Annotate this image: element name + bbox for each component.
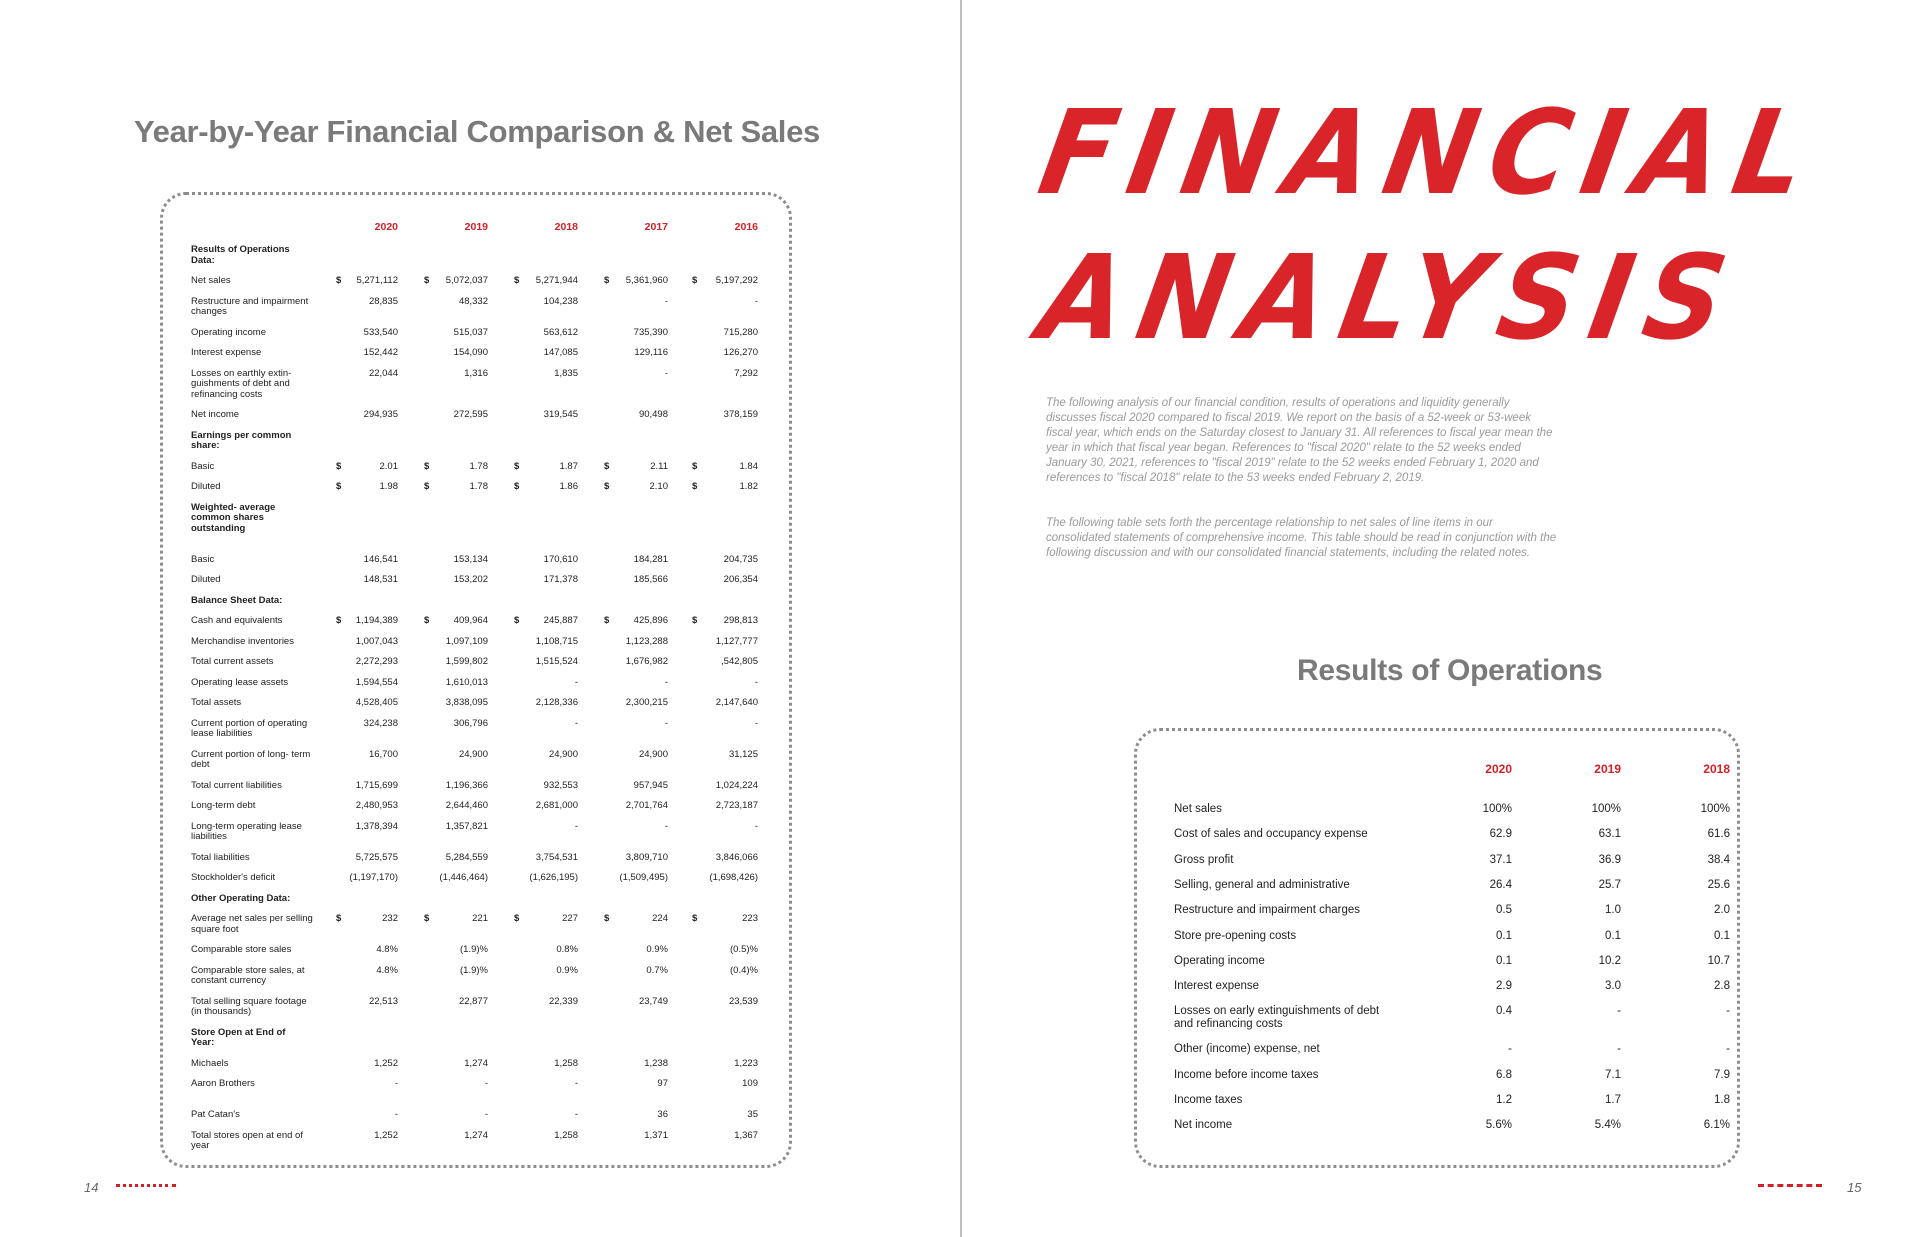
table-cell: 36: [657, 1109, 668, 1120]
dollar-sign: $: [514, 481, 520, 492]
table-cell: 2,480,953: [355, 800, 398, 811]
dollar-sign: $: [604, 460, 610, 472]
year-header: 2017: [644, 221, 668, 233]
row-label: Restructure and impairment charges: [1174, 904, 1360, 917]
table-cell: 1,223: [734, 1057, 758, 1069]
table-cell: 109: [742, 1078, 758, 1089]
table-cell: 24,900: [638, 748, 668, 760]
row-label: Cash and equivalents: [191, 615, 283, 626]
table-cell: 22,044: [368, 367, 398, 379]
row-label: Operating income: [191, 326, 266, 338]
dollar-sign: $: [336, 913, 342, 924]
table-cell: 1,515,524: [535, 656, 578, 667]
dollar-sign: $: [514, 275, 520, 286]
table-cell: 3,846,066: [715, 851, 758, 863]
row-label: Basic: [191, 553, 215, 565]
dollar-sign: $: [514, 615, 520, 626]
table-cell: 5,725,575: [355, 851, 398, 863]
table-cell: 2.8: [1714, 980, 1730, 993]
table-cell: 48,332: [458, 295, 488, 307]
table-cell: 2,272,293: [355, 656, 398, 667]
table-cell: (1,626,195): [529, 872, 578, 883]
table-cell: 1.82: [739, 481, 758, 492]
page-title: Year-by-Year Financial Comparison & Net Sales: [134, 114, 820, 149]
table-cell: -: [394, 1078, 398, 1089]
row-label: Stockholder's deficit: [191, 872, 276, 883]
table-cell: 1,835: [554, 367, 578, 379]
table-cell: 1,610,013: [445, 676, 488, 688]
table-cell: 5,271,944: [535, 275, 578, 286]
row-label: Cost of sales and occupancy expense: [1174, 828, 1368, 841]
table-cell: -: [574, 1078, 578, 1089]
table-cell: 957,945: [633, 779, 668, 791]
table-cell: (0.5)%: [730, 944, 758, 955]
row-label: Total liabilities: [191, 851, 250, 863]
table-cell: 147,085: [543, 347, 578, 358]
table-cell: (1,446,464): [439, 872, 488, 883]
table-cell: -: [664, 367, 668, 379]
intro-paragraph-1: The following analysis of our financial condition, results of operations and liquidity generally discusses fiscal 2020 compared to fiscal 2019. We report on the basis of a 52-week or 53-week fiscal year, which ends on the Saturday closest to January 31. All references to fiscal year mean the year in which that fiscal year began. References to "fiscal 2020" relate to the 52 weeks ended January 30, 2021, references to "fiscal 2019" relate to the 52 weeks ended February 1, 2020 and references to "fiscal 2018" relate to the 53 weeks ended February 2, 2019.: [1046, 397, 1553, 484]
table-cell: 0.4: [1496, 1005, 1512, 1018]
row-label: Interest expense: [191, 347, 262, 358]
row-label: Michaels: [191, 1057, 229, 1069]
row-label: Restructure and impairment changes: [191, 295, 309, 317]
row-label: Diluted: [191, 574, 221, 585]
table-cell: 152,442: [363, 347, 398, 358]
table-cell: 1.2: [1496, 1093, 1512, 1106]
table-cell: 5,072,037: [445, 275, 488, 286]
table-cell: 2,300,215: [625, 697, 668, 708]
year-header: 2018: [1703, 762, 1730, 776]
dollar-sign: $: [424, 481, 430, 492]
row-label: Net income: [191, 409, 240, 420]
table-cell: 5.6%: [1485, 1119, 1512, 1132]
dollar-sign: $: [692, 913, 698, 924]
table-cell: 1,258: [554, 1129, 578, 1141]
results-title: Results of Operations: [1297, 654, 1603, 687]
row-label: Comparable store sales: [191, 944, 292, 955]
dollar-sign: $: [336, 615, 342, 626]
year-header: 2019: [1594, 762, 1621, 776]
table-cell: 1,252: [374, 1057, 398, 1069]
table-cell: 1.0: [1605, 904, 1621, 917]
table-cell: 2,723,187: [715, 800, 758, 811]
table-cell: 24,900: [458, 748, 488, 760]
table-cell: 3,809,710: [625, 851, 668, 863]
table-cell: 63.1: [1598, 828, 1621, 841]
dollar-sign: $: [604, 913, 610, 924]
table-cell: 146,541: [363, 553, 398, 565]
table-cell: 2.0: [1714, 904, 1730, 917]
table-cell: 171,378: [543, 574, 578, 585]
row-label: Current portion of long- term debt: [191, 748, 311, 770]
table-cell: 1,238: [644, 1057, 668, 1069]
table-cell: 1.87: [559, 460, 578, 472]
row-label: Comparable store sales, at constant currency: [191, 964, 305, 986]
right-page: [962, 0, 1920, 1237]
table-cell: 3.0: [1605, 980, 1621, 993]
table-cell: 0.8%: [556, 944, 578, 955]
dollar-sign: $: [336, 481, 342, 492]
row-label: Gross profit: [1174, 853, 1234, 866]
dollar-sign: $: [692, 460, 698, 472]
table-cell: (1,197,170): [349, 872, 398, 883]
table-cell: 223: [742, 913, 758, 924]
table-cell: 0.1: [1496, 929, 1512, 942]
table-cell: 104,238: [543, 295, 578, 307]
table-cell: 1,024,224: [715, 779, 758, 791]
analysis-heading: ANALYSIS: [1030, 230, 1750, 366]
table-cell: 1,127,777: [715, 635, 758, 647]
dollar-sign: $: [424, 460, 430, 472]
table-cell: (0.4)%: [730, 964, 758, 976]
table-cell: -: [484, 1078, 488, 1089]
dollar-sign: $: [336, 460, 342, 472]
dollar-sign: $: [692, 481, 698, 492]
table-cell: 16,700: [368, 748, 398, 760]
table-cell: -: [754, 820, 758, 832]
table-cell: 185,566: [633, 574, 668, 585]
table-cell: 0.9%: [646, 944, 668, 955]
table-cell: 0.7%: [646, 964, 668, 976]
table-cell: 154,090: [453, 347, 488, 358]
table-cell: 1.86: [559, 481, 578, 492]
table-cell: 1,258: [554, 1057, 578, 1069]
table-section-header: Earnings per common share:: [191, 429, 292, 451]
table-cell: -: [1617, 1005, 1621, 1018]
table-cell: (1,509,495): [619, 872, 668, 883]
table-cell: 23,749: [638, 995, 668, 1007]
table-cell: 932,553: [543, 779, 578, 791]
page-number: 14: [84, 1180, 99, 1195]
table-cell: 129,116: [634, 347, 668, 358]
row-label: Net sales: [191, 275, 231, 286]
dollar-sign: $: [514, 913, 520, 924]
row-label: Pat Catan's: [191, 1109, 240, 1120]
table-section-header: Balance Sheet Data:: [191, 594, 283, 606]
row-label: Total stores open at end of year: [191, 1129, 303, 1151]
table-cell: 22,513: [368, 995, 398, 1007]
table-cell: 3,838,095: [445, 697, 488, 708]
table-cell: 5,271,112: [356, 275, 398, 286]
dollar-sign: $: [424, 275, 430, 286]
table-cell: 1,097,109: [445, 635, 488, 647]
table-cell: 4.8%: [376, 964, 398, 976]
table-cell: 5,197,292: [715, 275, 758, 286]
row-label: Diluted: [191, 481, 221, 492]
table-cell: 170,610: [543, 553, 578, 565]
row-label: Selling, general and administrative: [1174, 878, 1350, 891]
row-label: Losses on earthly extin- guishments of debt and refinancing costs: [191, 367, 292, 400]
row-label: Interest expense: [1174, 980, 1260, 993]
table-cell: -: [754, 295, 758, 307]
table-cell: 153,134: [453, 553, 488, 565]
table-cell: 7,292: [734, 367, 758, 379]
table-cell: -: [574, 717, 578, 729]
page-number-ornament: [1758, 1184, 1822, 1190]
table-cell: 1,274: [464, 1129, 488, 1141]
table-cell: 7.1: [1605, 1068, 1621, 1081]
row-label: Basic: [191, 460, 215, 472]
table-cell: -: [574, 1109, 578, 1120]
table-cell: 1,274: [464, 1057, 488, 1069]
table-cell: -: [664, 717, 668, 729]
table-cell: 1,316: [464, 367, 488, 379]
table-cell: 533,540: [363, 326, 398, 338]
year-header: 2019: [464, 221, 488, 233]
row-label: Operating lease assets: [191, 676, 289, 688]
table-cell: 1,378,394: [355, 820, 398, 832]
table-cell: 2.10: [649, 481, 668, 492]
table-cell: 306,796: [453, 717, 488, 729]
row-label: Total current assets: [191, 656, 274, 667]
table-cell: 515,037: [453, 326, 488, 338]
table-cell: 1,367: [734, 1129, 758, 1141]
table-cell: 26.4: [1489, 878, 1512, 891]
row-label: Long-term operating lease liabilities: [191, 820, 302, 842]
row-label: Income taxes: [1174, 1093, 1243, 1106]
table-cell: 100%: [1482, 803, 1512, 815]
table-cell: 2.9: [1496, 980, 1512, 993]
table-section-header: Store Open at End of Year:: [191, 1026, 286, 1048]
row-label: Total selling square footage (in thousands): [191, 995, 307, 1017]
table-cell: 90,498: [638, 409, 668, 420]
year-header: 2018: [554, 221, 578, 233]
year-header: 2020: [1485, 762, 1512, 776]
row-label: Total current liabilities: [191, 779, 282, 791]
table-cell: 3,754,531: [535, 851, 578, 863]
table-cell: 0.1: [1605, 929, 1621, 942]
table-section-header: Weighted- average common shares outstanding: [191, 501, 276, 534]
table-cell: 221: [472, 913, 488, 924]
table-cell: 319,545: [543, 409, 578, 420]
table-cell: 2.11: [650, 460, 668, 472]
financial-heading: FINANCIAL: [1030, 85, 1831, 221]
table-cell: -: [664, 820, 668, 832]
table-cell: 2,147,640: [715, 697, 758, 708]
table-cell: 28,835: [368, 295, 398, 307]
table-cell: 294,935: [363, 409, 398, 420]
dollar-sign: $: [604, 481, 610, 492]
dollar-sign: $: [336, 275, 342, 286]
table-cell: 24,900: [548, 748, 578, 760]
row-label: Store pre-opening costs: [1174, 929, 1297, 942]
table-cell: 2,681,000: [535, 800, 578, 811]
table-cell: 1.98: [379, 481, 398, 492]
dollar-sign: $: [692, 275, 698, 286]
intro-paragraph-2: The following table sets forth the percentage relationship to net sales of line items in our consolidated statements of comprehensive income. This table should be read in conjunction with the following discussion and with our consolidated financial statements, including the related notes.: [1046, 517, 1557, 559]
table-cell: 1.7: [1605, 1093, 1621, 1106]
table-cell: 35: [747, 1109, 758, 1120]
table-cell: 2.01: [379, 460, 398, 472]
table-cell: 97: [657, 1078, 668, 1089]
table-cell: 22,339: [548, 995, 578, 1007]
table-cell: 232: [382, 913, 398, 924]
table-cell: -: [664, 295, 668, 307]
table-cell: -: [754, 676, 758, 688]
table-cell: 0.5: [1496, 904, 1512, 917]
table-cell: -: [1617, 1043, 1621, 1056]
table-cell: 5,361,960: [625, 275, 668, 286]
table-cell: -: [1726, 1005, 1730, 1018]
table-cell: 1,252: [374, 1129, 398, 1141]
table-cell: 148,531: [363, 574, 398, 585]
table-cell: 272,595: [453, 409, 488, 420]
table-cell: 10.2: [1598, 954, 1621, 967]
table-cell: 2,644,460: [445, 800, 488, 811]
row-label: Net income: [1174, 1119, 1233, 1132]
row-label: Current portion of operating lease liabilities: [191, 717, 308, 739]
table-cell: 206,354: [723, 574, 758, 585]
row-label: Long-term debt: [191, 800, 256, 811]
table-cell: 5.4%: [1594, 1119, 1621, 1132]
table-cell: 1.8: [1714, 1093, 1730, 1106]
table-cell: -: [754, 717, 758, 729]
table-cell: 25.6: [1707, 878, 1730, 891]
table-cell: 184,281: [633, 553, 668, 565]
table-cell: 4.8%: [376, 944, 398, 955]
dollar-sign: $: [604, 275, 610, 286]
table-cell: 37.1: [1489, 853, 1512, 866]
table-cell: 0.1: [1714, 929, 1730, 942]
table-cell: 1,594,554: [355, 676, 398, 688]
table-cell: 7.9: [1714, 1068, 1730, 1081]
dollar-sign: $: [692, 615, 698, 626]
table-cell: 38.4: [1707, 853, 1730, 866]
page-number: 15: [1847, 1180, 1862, 1195]
table-cell: 324,238: [363, 717, 398, 729]
row-label: Total assets: [191, 697, 242, 708]
year-header: 2020: [374, 221, 398, 233]
table-cell: 425,896: [633, 615, 668, 626]
year-header: 2016: [734, 221, 758, 233]
table-cell: 1.78: [469, 460, 488, 472]
table-cell: 1,371: [644, 1129, 668, 1141]
table-cell: -: [1726, 1043, 1730, 1056]
page-number-ornament: [116, 1184, 176, 1190]
table-cell: 100%: [1591, 803, 1621, 815]
table-cell: 5,284,559: [445, 851, 488, 863]
row-label: Aaron Brothers: [191, 1078, 255, 1089]
table-cell: 61.6: [1707, 828, 1730, 841]
table-cell: 735,390: [633, 326, 668, 338]
table-cell: 245,887: [543, 615, 578, 626]
row-label: Net sales: [1174, 803, 1222, 815]
table-cell: 1,194,389: [355, 615, 398, 626]
table-cell: 563,612: [543, 326, 578, 338]
table-cell: 23,539: [728, 995, 758, 1007]
table-cell: -: [394, 1109, 398, 1120]
table-cell: 378,159: [723, 409, 758, 420]
table-cell: (1,698,426): [709, 872, 758, 883]
table-cell: 224: [652, 913, 668, 924]
row-label: Income before income taxes: [1174, 1068, 1319, 1081]
dollar-sign: $: [424, 615, 430, 626]
table-cell: 31,125: [728, 748, 758, 760]
table-cell: 1,357,821: [445, 820, 488, 832]
table-cell: -: [664, 676, 668, 688]
table-cell: 4,528,405: [355, 697, 398, 708]
table-cell: 1,196,366: [445, 779, 488, 791]
table-cell: 22,877: [458, 995, 488, 1007]
table-section-header: Other Operating Data:: [191, 892, 291, 904]
table-cell: 227: [562, 913, 578, 924]
table-cell: 10.7: [1707, 954, 1730, 967]
row-label: Operating income: [1174, 954, 1265, 967]
table-cell: 0.1: [1496, 954, 1512, 967]
row-label: Merchandise inventories: [191, 635, 294, 647]
table-cell: 1,599,802: [445, 656, 488, 667]
table-cell: 298,813: [723, 615, 758, 626]
table-cell: 1,007,043: [355, 635, 398, 647]
row-label: Average net sales per selling square foot: [191, 913, 313, 935]
table-cell: 2,128,336: [535, 697, 578, 708]
table-cell: 62.9: [1489, 828, 1512, 841]
table-cell: -: [574, 820, 578, 832]
table-cell: 100%: [1700, 803, 1730, 815]
table-cell: 6.1%: [1703, 1119, 1730, 1132]
table-cell: 715,280: [723, 326, 758, 338]
table-section-header: Results of Operations Data:: [191, 244, 290, 266]
table-cell: 2,701,764: [625, 800, 668, 811]
table-cell: 409,964: [453, 615, 488, 626]
row-label: Losses on early extinguishments of debt and refinancing costs: [1174, 1005, 1380, 1030]
table-cell: 36.9: [1598, 853, 1621, 866]
table-cell: (1.9)%: [460, 944, 488, 955]
table-cell: 1,676,982: [625, 656, 668, 667]
table-cell: 1,715,699: [355, 779, 398, 791]
table-cell: 6.8: [1496, 1068, 1512, 1081]
dollar-sign: $: [604, 615, 610, 626]
table-cell: -: [1508, 1043, 1512, 1056]
table-cell: 126,270: [723, 347, 758, 358]
table-cell: 1,108,715: [535, 635, 578, 647]
row-label: Other (income) expense, net: [1174, 1043, 1320, 1056]
table-cell: (1.9)%: [460, 964, 488, 976]
table-cell: 153,202: [453, 574, 488, 585]
table-cell: 1.78: [469, 481, 488, 492]
table-cell: 204,735: [723, 553, 758, 565]
dollar-sign: $: [424, 913, 430, 924]
table-cell: 1,123,288: [625, 635, 668, 647]
table-cell: 0.9%: [556, 964, 578, 976]
table-cell: 25.7: [1598, 878, 1621, 891]
table-cell: ,542,805: [721, 656, 758, 667]
table-cell: -: [484, 1109, 488, 1120]
table-cell: -: [574, 676, 578, 688]
table-cell: 1.84: [739, 460, 758, 472]
dollar-sign: $: [514, 460, 520, 472]
